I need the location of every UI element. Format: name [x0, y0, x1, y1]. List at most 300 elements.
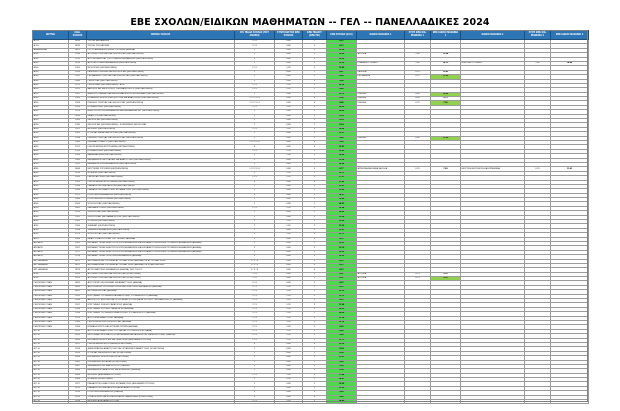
- table-cell: 2: [303, 250, 327, 254]
- table-cell: 0.80: [275, 259, 303, 263]
- table-cell: 14.12: [431, 61, 461, 65]
- table-cell: 0.80: [275, 79, 303, 83]
- table-cell: 9.39: [327, 369, 357, 373]
- table-cell: 1: [235, 351, 275, 355]
- table-cell: 10.16: [327, 342, 357, 346]
- table-cell: ΑΠΘ: [33, 105, 69, 109]
- table-cell: 1: [303, 386, 327, 390]
- table-cell: 2: [235, 220, 275, 224]
- table-cell: 1: [303, 198, 327, 202]
- table-cell: Δ.Π.Θ.: [33, 360, 69, 364]
- table-cell: 1556: [69, 299, 87, 303]
- table-cell: 8.14: [327, 123, 357, 127]
- table-cell: 0.80: [275, 356, 303, 360]
- table-cell: 4: [235, 180, 275, 184]
- table-cell: 1: [235, 92, 275, 96]
- table-cell: 1.20: [275, 307, 303, 311]
- table-cell: 1: [303, 237, 327, 241]
- table-cell: 9821: [69, 48, 87, 52]
- table-cell: ΑΣΠΑΙΤΕ: [33, 250, 69, 254]
- table-cell: 8.87: [327, 70, 357, 74]
- table-cell: 2: [235, 162, 275, 166]
- table-cell: 1.20: [275, 338, 303, 342]
- table-cell: 2 / 3: [235, 294, 275, 298]
- table-cell: 1.20: [275, 290, 303, 294]
- table-cell: 1614: [69, 391, 87, 395]
- table-cell: 4: [235, 145, 275, 149]
- table-cell: ΜΗΧΑΝΙΚΩΝ ΠΑΡΑΓΩΓΗΣ ΚΑΙ ΔΙΟΙΚΗΣΗΣ (ΞΑΝΘΗ): [87, 369, 235, 373]
- table-cell: 9.52: [327, 360, 357, 364]
- table-cell: ΑΠΘ: [33, 224, 69, 228]
- table-cell: 1: [235, 123, 275, 127]
- table-cell: 1607: [69, 364, 87, 368]
- table-cell: 1: [235, 114, 275, 118]
- table-cell: ΒΙΟΛΟΓΙΑΣ (ΘΕΣΣΑΛΟΝΙΚΗ): [87, 66, 235, 70]
- table-cell: ΓΕΡΜΑΝΙΚΗΣ ΓΛΩΣΣΑΣ ΚΑΙ ΦΙΛΟΛΟΓΙΑΣ (ΘΕΣΣΑΛΟΝΙΚΗ): [87, 75, 235, 79]
- table-cell: 2: [303, 316, 327, 320]
- table-cell: Δ.Π.Θ.: [33, 382, 69, 386]
- table-cell: 1: [303, 233, 327, 237]
- table-cell: 2 / 3: [235, 285, 275, 289]
- table-cell: ΑΓΓΛΙΚΗΣ ΓΛΩΣΣΑΣ ΚΑΙ ΦΙΛΟΛΟΓΙΑΣ (ΚΟΜΟΤΗΝΗ): [87, 272, 235, 276]
- table-cell: Δ.Π.Θ.: [33, 334, 69, 338]
- table-cell: 9.68: [327, 334, 357, 338]
- table-cell: ΠΟΛΙΤΙΚΩΝ ΜΗΧΑΝΙΚΩΝ (ΘΕΣΣΑΛΟΝΙΚΗ): [87, 193, 235, 197]
- table-cell: 1571: [69, 193, 87, 197]
- table-cell: ΑΠΘ: [33, 167, 69, 171]
- table-cell: ΙΤΑΛΙΚΗΣ ΓΛΩΣΣΑΣ ΚΑΙ ΦΙΛΟΛΟΓΙΑΣ (ΘΕΣΣΑΛΟΝΙΚΗ): [87, 101, 235, 105]
- table-cell: 0.80: [275, 48, 303, 52]
- table-cell: 1541: [69, 132, 87, 136]
- table-cell: 9.16: [431, 277, 461, 281]
- table-cell: ΑΠΘ: [33, 149, 69, 153]
- table-cell: ΓΕΩΛΟΓΙΑΣ (ΘΕΣΣΑΛΟΝΙΚΗ): [87, 79, 235, 83]
- table-cell: Δ.Π.Θ.: [33, 338, 69, 342]
- table-cell: 14.94: [327, 162, 357, 166]
- table-cell: ΔΙΠ. ΑΚΑΔΗΜ.: [33, 259, 69, 263]
- table-cell: 1608: [69, 356, 87, 360]
- table-cell: 12.90: [327, 386, 357, 390]
- table-cell: ΑΠΘ: [33, 228, 69, 232]
- table-cell: 0.80: [275, 237, 303, 241]
- table-cell: 13.81: [327, 228, 357, 232]
- table-cell: ΟΙΚΟΝΟΜΙΚΩΝ ΕΠΙΣΤΗΜΩΝ (ΚΟΜΟΤΗΝΗ): [87, 342, 235, 346]
- table-cell: 10.72: [327, 92, 357, 96]
- table-cell: ΓΕΩΠΟΝΙΚΟ ΠΑΝ.: [33, 316, 69, 320]
- table-cell: 1: [303, 132, 327, 136]
- table-cell: ΑΠΘ: [33, 193, 69, 197]
- table-cell: ΑΠΘ: [33, 97, 69, 101]
- table-cell: 1610: [69, 395, 87, 399]
- table-cell: ΠΑΙΔΑΓΩΓΙΚΟ ΝΗΠΙΑΓΩΓΩΝ (ΘΕΣΣΑΛΟΝΙΚΗ): [87, 184, 235, 188]
- table-cell: 1566: [69, 198, 87, 202]
- table-cell: 2: [303, 255, 327, 259]
- table-cell: 14.89: [327, 400, 357, 404]
- table-cell: 0.80: [275, 44, 303, 48]
- table-cell: ΑΠΘ: [33, 206, 69, 210]
- table-cell: 13.85: [327, 66, 357, 70]
- table-cell: Δ.Π.Θ.: [33, 395, 69, 399]
- table-cell: 1: [235, 382, 275, 386]
- table-cell: 1: [235, 386, 275, 390]
- table-cell: 1401: [69, 66, 87, 70]
- table-cell: 2: [303, 154, 327, 158]
- table-cell: Δ.Π.Θ.: [33, 400, 69, 404]
- table-cell: 1.20: [275, 299, 303, 303]
- table-cell: Δ.Π.Θ.: [33, 351, 69, 355]
- table-cell: 2 / 4: [235, 44, 275, 48]
- column-header: ΕΒΕ ΕΙΔΙΚΟ ΜΑΘΗΜΑ 1: [431, 31, 461, 40]
- table-cell: 0.80: [275, 228, 303, 232]
- table-cell: 2: [303, 334, 327, 338]
- table-cell: 13.14: [327, 316, 357, 320]
- column-header: ΣΥΝΤ. ΕΒΕ ΕΙΔ. ΜΑΘΗΜΑ 1: [405, 31, 431, 40]
- table-cell: 2 / 3: [235, 176, 275, 180]
- table-cell: 11.41: [551, 167, 589, 171]
- table-cell: 4: [303, 395, 327, 399]
- table-cell: Α.Σ.Κ.: [33, 44, 69, 48]
- table-cell: 8.07: [327, 272, 357, 276]
- table-cell: 1.00: [405, 53, 431, 57]
- table-cell: ΓΕΩΠΟΝΙΚΟ ΠΑΝ.: [33, 281, 69, 285]
- table-cell: 1.20: [275, 224, 303, 228]
- table-cell: 1618: [69, 400, 87, 404]
- table-cell: 9815: [69, 44, 87, 48]
- table-cell: 0.80: [275, 119, 303, 123]
- table-cell: 2: [303, 307, 327, 311]
- table-cell: 1: [303, 184, 327, 188]
- table-cell: 2: [235, 110, 275, 114]
- table-cell: 1: [235, 360, 275, 364]
- column-header: ΚΩΔ. ΣΧΟΛΗΣ: [69, 31, 87, 40]
- table-cell: 0.80: [275, 215, 303, 219]
- table-cell: 8.21: [327, 263, 357, 267]
- table-cell: 0.80: [275, 97, 303, 101]
- table-cell: 0.80: [275, 202, 303, 206]
- table-cell: 1596: [69, 325, 87, 329]
- table-cell: 1 / 2 / 3 / 4: [235, 101, 275, 105]
- table-cell: 1609: [69, 378, 87, 382]
- table-cell: ΚΟΙΝΩΝΙΚΗΣ ΕΡΓΑΣΙΑΣ (ΚΟΜΟΤΗΝΗ): [87, 360, 235, 364]
- table-cell: ΑΣΤΡΟΝΑΥΤΙΚΗΣ ΜΗΧΑΝΙΚΗΣ (ΑΘΗΝΑ) ΤΜ ΣΤΟΛΟΥ: [87, 268, 235, 272]
- table-row: [33, 400, 589, 404]
- table-cell: 1.20: [275, 303, 303, 307]
- table-cell: 8.14: [327, 114, 357, 118]
- table-cell: ΜΟΡΙΑΚΗΣ ΒΙΟΛΟΓΙΑΣ ΚΑΙ ΓΕΝΕΤΙΚΗΣ (ΑΛΕΞΑΝΔΡΟΥΠΟΛΗ): [87, 338, 235, 342]
- table-cell: 0.80: [275, 391, 303, 395]
- table-cell: ΙΤΑΛΙΚΑ: [357, 92, 405, 96]
- table-cell: 0.80: [275, 272, 303, 276]
- table-cell: 1 / 2 / 3: [235, 268, 275, 272]
- table-cell: 1: [303, 70, 327, 74]
- table-cell: ΑΕΙΦΟΡΟΥ ΓΕΩΡΓΙΑΣ ΚΑΙ ΠΡΟΣΤΑΣΙΑΣ ΦΥΤΩΝ ΚΑΙ ΑΓΡΟΤΙΚΟΥ ΠΕΡΙΒΑΛΛΟΝΤΟΣ (ΑΘΗΝΑ): [87, 299, 235, 303]
- table-cell: 8.80: [327, 75, 357, 79]
- table-cell: ΝΟΜΙΚΗΣ (ΚΟΜΟΤΗΝΗ): [87, 378, 235, 382]
- table-cell: 0.80: [275, 136, 303, 140]
- table-cell: ΑΚΑ ΑΘΗΝΑΣ: [33, 48, 69, 52]
- table-cell: 1964: [69, 237, 87, 241]
- table-cell: 11.98: [327, 303, 357, 307]
- table-cell: ΦΙΛΟΣΟΦΙΑΣ ΚΑΙ ΠΑΙΔΑΓΩΓΙΚΗΣ (ΘΕΣΣΑΛΟΝΙΚΗ): [87, 215, 235, 219]
- table-cell: 1: [235, 237, 275, 241]
- table-cell: 9646: [69, 167, 87, 171]
- table-cell: 1: [235, 136, 275, 140]
- table-cell: Δ.Π.Θ.: [33, 386, 69, 390]
- table-cell: 12.16: [327, 321, 357, 325]
- table-cell: 1: [235, 132, 275, 136]
- table-cell: 2: [235, 154, 275, 158]
- table-cell: 1572: [69, 83, 87, 87]
- table-cell: 18.08: [327, 127, 357, 131]
- table-cell: 1780: [69, 123, 87, 127]
- table-cell: ΓΕΩΠΟΝΙΚΟ ΠΑΝ.: [33, 303, 69, 307]
- table-cell: 1 / 2 / 3: [235, 263, 275, 267]
- table-cell: 10.20: [327, 57, 357, 61]
- table-cell: ΣΧΟΛΗ ΜΗΧΑΝΙΚΩΝ: [87, 40, 235, 44]
- table-cell: 2: [303, 277, 327, 281]
- table-cell: 14.08: [327, 312, 357, 316]
- table-cell: Δ.Π.Θ.: [33, 373, 69, 377]
- table-body: [33, 40, 589, 404]
- table-cell: ΑΠΘ: [33, 83, 69, 87]
- table-cell: ΑΡΧΙΤΕΚΤΟΝΩΝ ΜΗΧΑΝΙΚΩΝ (ΘΕΣΣΑΛΟΝΙΚΗ): [87, 61, 235, 65]
- table-cell: 14.61: [327, 378, 357, 382]
- table-cell: ΑΞΙΟΠΟΙΗΣΗΣ ΦΥΣΙΚΩΝ ΠΟΡΩΝ ΚΑΙ ΓΕΩΡΓΙΚΗΣ ΜΗΧΑΝΙΚΗΣ (ΑΘΗΝΑ): [87, 285, 235, 289]
- table-cell: 0.80: [275, 386, 303, 390]
- table-cell: 4: [303, 97, 327, 101]
- table-cell: ΑΠΘ: [33, 136, 69, 140]
- table-cell: 1: [303, 356, 327, 360]
- table-cell: 1: [303, 382, 327, 386]
- table-cell: ΑΣΠΑΙΤΕ: [33, 246, 69, 250]
- table-cell: ΓΕΩΠΟΝΙΚΟ ΠΑΝ.: [33, 294, 69, 298]
- table-cell: 2 / 3: [235, 83, 275, 87]
- table-cell: ΚΙΝΗΜΑΤΟΓΡΑΦΟΥ (ΘΕΣΣΑΛΟΝΙΚΗ): [87, 140, 235, 144]
- table-cell: 1612: [69, 386, 87, 390]
- table-cell: 2: [235, 369, 275, 373]
- table-cell: 1512: [69, 88, 87, 92]
- table-cell: 1558: [69, 228, 87, 232]
- table-cell: 1510: [69, 171, 87, 175]
- table-cell: 1: [303, 347, 327, 351]
- table-cell: 2: [303, 44, 327, 48]
- table-cell: ΑΓΡΟΝΟΜΩΝ ΚΑΙ ΤΟΠΟΓΡΑΦΩΝ ΜΗΧΑΝΙΚΩΝ (ΘΕΣΣΑΛΟΝΙΚΗ): [87, 57, 235, 61]
- table-cell: ΓΑΛΛΙΚΑ: [357, 70, 405, 74]
- table-cell: ΑΠΘ: [33, 189, 69, 193]
- table-cell: 1602: [69, 360, 87, 364]
- table-cell: 1611: [69, 329, 87, 333]
- table-cell: ΜΗΧΑΝΙΚΩΝ ΧΩΡΟΤΑΞΙΑΣ ΚΑΙ ΑΝΑΠΤΥΞΗΣ (ΘΕΣΣΑΛΟΝΙΚΗ): [87, 158, 235, 162]
- table-cell: ΑΓΡΟΤΙΚΗΣ ΟΙΚΟΝΟΜΙΑΣ ΚΑΙ ΑΝΑΠΤΥΞΗΣ (ΑΘΗΝΑ): [87, 281, 235, 285]
- table-cell: 9.16: [431, 272, 461, 276]
- table-cell: ΜΗΧΑΝΙΚΩΝ ΠΕΡΙΒΑΛΛΟΝΤΟΣ (ΞΑΝΘΗ): [87, 364, 235, 368]
- table-cell: ΗΛΕΚΤΡΟΛΟΓΩΝ ΜΗΧΑΝΙΚΩΝ ΚΑΙ ΜΗΧΑΝΙΚΩΝ Η/Υ (ΘΕΣΣΑΛΟΝΙΚΗ): [87, 110, 235, 114]
- table-cell: 2: [235, 255, 275, 259]
- table-cell: 1565: [69, 97, 87, 101]
- table-cell: 4: [303, 145, 327, 149]
- table-cell: 13.91: [327, 184, 357, 188]
- table-cell: 2: [303, 110, 327, 114]
- table-cell: 8.07: [327, 277, 357, 281]
- table-cell: 2 / 3: [235, 303, 275, 307]
- table-cell: ΨΥΧΟΛΟΓΙΑΣ (ΘΕΣΣΑΛΟΝΙΚΗ): [87, 202, 235, 206]
- table-cell: ΔΙΠΛΩΜΑΤΙΚΩΝ ΣΠΟΥΔΩΝ ΑΣΤΡΟΝΑΥΤΙΚΗΣ (ΑΘΗΝΑ) ΤΜ ΑΣΤΡΟΝΑΥΤΙΚΗΣ: [87, 259, 235, 263]
- table-cell: ΕΠΙΣΤΗΜΗΣ ΤΡΟΦΙΜΩΝ ΚΑΙ ΔΙΑΤΡΟΦΗΣ ΤΟΥ ΑΝΘΡΩΠΟΥ (ΑΘΗΝΑ): [87, 294, 235, 298]
- table-cell: 2: [303, 329, 327, 333]
- table-cell: 1583: [69, 101, 87, 105]
- table-cell: 9825: [69, 285, 87, 289]
- page-title: ΕΒΕ ΣΧΟΛΩΝ/ΕΙΔΙΚΩΝ ΜΑΘΗΜΑΤΩΝ -- ΓΕΛ -- ΠΑΝΕΛΛΑΔΙΚΕΣ 2024: [130, 17, 490, 28]
- table-cell: 9.96: [327, 97, 357, 101]
- table-cell: 14.30: [327, 307, 357, 311]
- table-cell: ΑΣΠΑΙΤΕ: [33, 255, 69, 259]
- table-cell: 10.13: [327, 290, 357, 294]
- table-cell: 0.80: [405, 136, 431, 140]
- table-cell: 1.20: [275, 88, 303, 92]
- table-cell: ΕΠΙΣΤΗΜΗΣ ΖΩΙΚΗΣ ΠΑΡΑΓΩΓΗΣ (ΑΘΗΝΑ): [87, 303, 235, 307]
- table-cell: 1: [235, 347, 275, 351]
- table-cell: 1577: [69, 250, 87, 254]
- table-cell: ΑΡΜΟΝΙΑ ΜΕΛΩΔΙΑ, ΑΚΟΗ Α: [357, 167, 405, 171]
- table-cell: 1551: [69, 162, 87, 166]
- table-cell: 1: [235, 198, 275, 202]
- table-cell: 1: [303, 92, 327, 96]
- table-cell: 2: [303, 400, 327, 404]
- table-cell: 0.80: [275, 57, 303, 61]
- table-cell: 2: [303, 176, 327, 180]
- table-cell: [357, 400, 405, 404]
- table-cell: 1.20: [275, 294, 303, 298]
- table-cell: ΓΕΩΠΟΝΙΚΟ ΠΑΝ.: [33, 312, 69, 316]
- table-cell: 1.20: [275, 149, 303, 153]
- column-header: ΕΒΕ ΣΧΟΛΗΣ (ΕΞΧ): [327, 31, 357, 40]
- table-cell: 14.58: [327, 154, 357, 158]
- table-cell: 2: [303, 105, 327, 109]
- table-cell: 1: [303, 75, 327, 79]
- table-cell: 2 / 3: [235, 307, 275, 311]
- table-cell: 0.85: [405, 97, 431, 101]
- table-cell: 8.36: [327, 351, 357, 355]
- table-cell: 1590: [69, 79, 87, 83]
- table-cell: ΑΠΘ: [33, 132, 69, 136]
- table-cell: ΓΕΩΠΟΝΙΚΟ ΠΑΝ.: [33, 290, 69, 294]
- table-cell: 9814: [69, 40, 87, 44]
- table-cell: ΝΟΜΙΚΗΣ (ΘΕΣΣΑΛΟΝΙΚΗ): [87, 171, 235, 175]
- table-cell: 12.89: [327, 53, 357, 57]
- table-cell: 0.80: [275, 364, 303, 368]
- table-cell: ΙΑΤΡΙΚΗΣ (ΘΕΣΣΑΛΟΝΙΚΗ): [87, 127, 235, 131]
- table-cell: 2 / 3: [235, 329, 275, 333]
- table-cell: 10.10: [327, 246, 357, 250]
- table-cell: 1538: [69, 136, 87, 140]
- table-cell: 15.62: [327, 110, 357, 114]
- table-cell: ΑΓΓΛΙΚΗΣ ΓΛΩΣΣΑΣ ΚΑΙ ΦΙΛΟΛΟΓΙΑΣ (ΘΕΣΣΑΛΟΝΙΚΗ): [87, 53, 235, 57]
- table-cell: 9873: [69, 268, 87, 272]
- table-cell: 0.80: [275, 342, 303, 346]
- table-cell: ΑΠΘ: [33, 66, 69, 70]
- table-cell: 1559: [69, 312, 87, 316]
- table-cell: 1.20: [275, 321, 303, 325]
- table-cell: 1513: [69, 110, 87, 114]
- table-cell: ΓΕΩΠΟΝΙΚΟ ΠΑΝ.: [33, 325, 69, 329]
- table-cell: 8.85: [327, 101, 357, 105]
- table-cell: 1: [235, 211, 275, 215]
- table-cell: ΒΙΟΤΕΧΝΟΛΟΓΙΑΣ (ΑΘΗΝΑ): [87, 290, 235, 294]
- table-cell: ΙΤΑΛΙΚΑ: [357, 97, 405, 101]
- table-cell: 4: [303, 101, 327, 105]
- table-cell: 10.54: [327, 158, 357, 162]
- table-cell: 2: [303, 220, 327, 224]
- table-cell: 1.20: [275, 329, 303, 333]
- table-cell: 2 / 3: [235, 149, 275, 153]
- table-cell: ΑΓΓΛΙΚΗΣ ΓΛΩΣΣΑΣ ΚΑΙ ΦΙΛΟΛΟΓΙΑΣ (ΚΟΜΟΤΗΝΗ): [87, 277, 235, 281]
- table-cell: 4: [303, 180, 327, 184]
- table-cell: ΙΑΤΡΙΚΗΣ (ΑΛΕΞΑΝΔΡΟΥΠΟΛΗ): [87, 373, 235, 377]
- table-cell: ΓΕΩΠΟΝΙΚΟ ΠΑΝ.: [33, 321, 69, 325]
- table-cell: 1560: [69, 224, 87, 228]
- table-cell: 1.20: [275, 176, 303, 180]
- table-cell: ΕΠΙΒΑΛΛΟΝΤΟΣ ΚΑΙ ΦΥΣΙΚΩΝ ΠΟΡΩΝ (ΑΘΗΝΑ): [87, 325, 235, 329]
- table-cell: 2: [235, 250, 275, 254]
- table-cell: 9.89: [327, 391, 357, 395]
- table-cell: ΑΠΘ: [33, 92, 69, 96]
- table-cell: 2: [235, 61, 275, 65]
- table-cell: 1: [303, 136, 327, 140]
- table-cell: 0.80: [275, 114, 303, 118]
- table-cell: 0.80: [275, 101, 303, 105]
- table-cell: 1 / 2 / 3 / 4: [235, 167, 275, 171]
- table-cell: 1507: [69, 246, 87, 250]
- table-cell: 2: [303, 127, 327, 131]
- table-cell: ΑΠΘ: [33, 57, 69, 61]
- table-cell: 0.80: [275, 277, 303, 281]
- table-cell: 1524: [69, 105, 87, 109]
- table-cell: ΙΣΤΟΡΙΑΣ ΚΑΙ ΕΘΝΟΛΟΓΙΑΣ (ΚΟΜΟΤΗΝΗ): [87, 351, 235, 355]
- table-cell: ΓΕΩΠΟΝΙΑΣ (ΘΕΣΣΑΛΟΝΙΚΗ) - ΑΠΘ: [87, 83, 235, 87]
- table-cell: 2: [303, 66, 327, 70]
- table-cell: 0.80: [405, 92, 431, 96]
- table-cell: 2: [303, 206, 327, 210]
- column-header: ΣΥΝΤΕΛΕΣΤΗΣ ΕΒΕ ΣΧΟΛΗΣ: [275, 31, 303, 40]
- table-cell: ΔΑΣΟΛΟΓΙΑΣ ΚΑΙ ΦΥΣΙΚΟΥ ΠΕΡΙΒΑΛΛΟΝΤΟΣ (ΘΕΣΣΑΛΟΝΙΚΗ): [87, 88, 235, 92]
- table-cell: 13.58: [327, 48, 357, 52]
- table-cell: 0.80: [275, 250, 303, 254]
- table-cell: ΑΠΘ: [33, 75, 69, 79]
- table-cell: ΑΠΘ: [33, 70, 69, 74]
- table-cell: 9.86: [327, 136, 357, 140]
- table-cell: 0.80: [275, 110, 303, 114]
- table-cell: 2: [235, 57, 275, 61]
- table-cell: ΑΠΘ: [33, 145, 69, 149]
- table-cell: 8.02: [327, 329, 357, 333]
- table-cell: 1.20: [275, 171, 303, 175]
- table-cell: 2: [303, 241, 327, 245]
- table-cell: ΕΠΙΣΤΗΜΗΣ ΤΡΟΦΙΜΩΝ & ΔΙΑΤΡΟΦΗΣ ΤΟΥ ΑΝΘΡΩΠΟΥ (ΑΘΗΝΑ): [87, 312, 235, 316]
- column-header: ΕΒΕ ΕΙΔΙΚΟ ΜΑΘΗΜΑ 2: [551, 31, 589, 40]
- table-cell: 1604: [69, 373, 87, 377]
- table-cell: 1501: [69, 241, 87, 245]
- table-cell: 0.75: [405, 272, 431, 276]
- table-cell: ΔΗΜΟΣΙΟΓΡΑΦΙΑΣ ΚΑΙ ΜΕΣΩΝ ΜΑΖΙΚΗΣ ΕΠΙΚΟΙΝΩΝΙΑΣ (ΘΕΣΣΑΛΟΝΙΚΗ): [87, 92, 235, 96]
- table-cell: 14.36: [327, 83, 357, 87]
- table-cell: 2: [303, 272, 327, 276]
- table-cell: 13.40: [327, 198, 357, 202]
- table-cell: 1.20: [275, 66, 303, 70]
- table-cell: ΓΑΛΛΙΚΗΣ ΓΛΩΣΣΑΣ ΚΑΙ ΦΙΛΟΛΟΓΙΑΣ (ΘΕΣΣΑΛΟΝΙΚΗ): [87, 70, 235, 74]
- table-cell: 1: [235, 202, 275, 206]
- table-cell: 2 / 3: [235, 338, 275, 342]
- table-cell: 1: [235, 70, 275, 74]
